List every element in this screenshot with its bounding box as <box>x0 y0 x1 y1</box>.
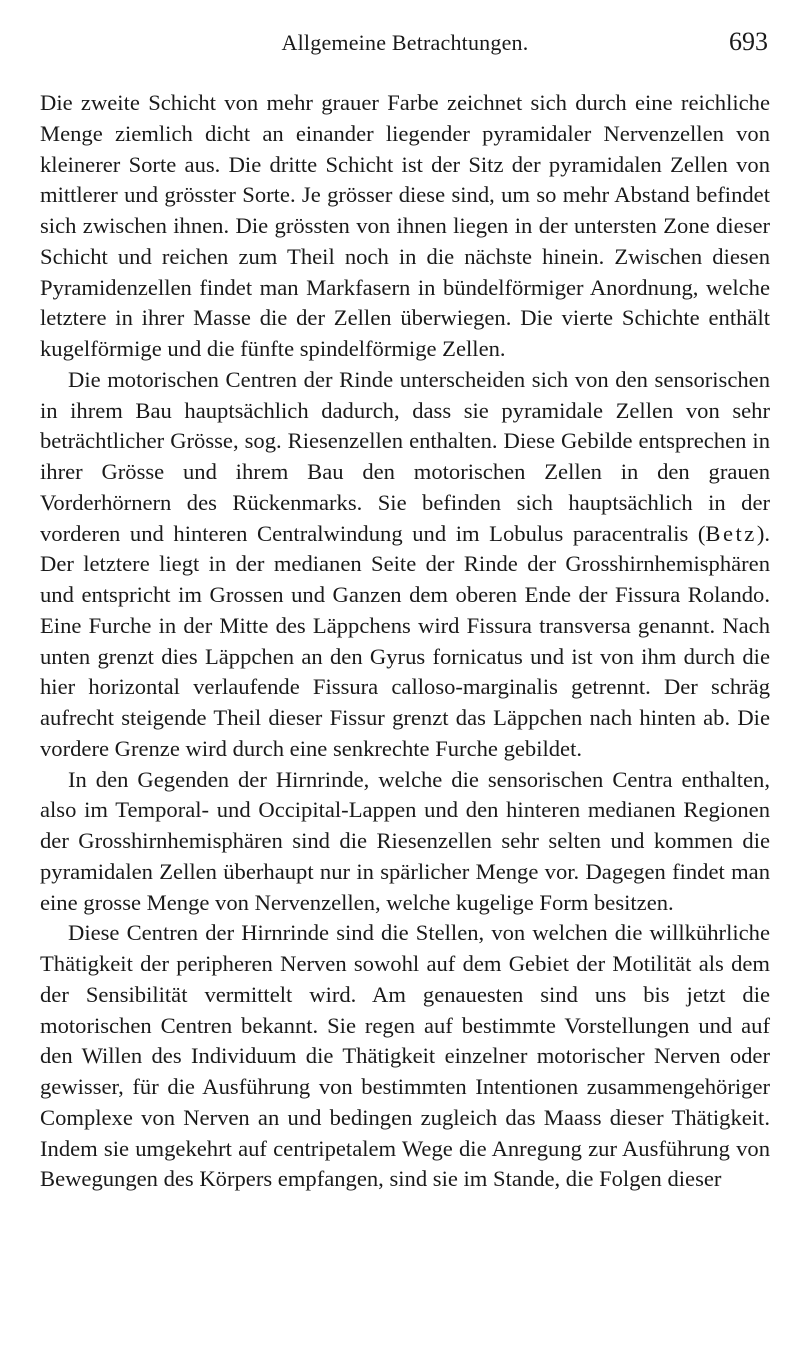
paragraph-3: In den Gegenden der Hirnrinde, welche die sensorischen Centra enthalten, also im Temporal- und Occipital-Lappen und den hinteren medianen Regionen der Grosshirnhemisphären sind die Riesenzellen sehr selten und kommen die pyramidalen Zellen überhaupt nur in spärlicher Menge vor. Dagegen findet man eine grosse Menge von Nervenzellen, welche kugelige Form besitzen. <box>40 766 770 915</box>
paragraph-2 <box>40 365 770 765</box>
page-number: 693 <box>729 27 768 56</box>
running-title: Allgemeine Betrachtungen. <box>281 30 529 55</box>
author-name: Betz <box>705 520 757 546</box>
paragraph-2-text-after: ). Der letztere liegt in der medianen Seite der Rinde der Grosshirnhemisphären und entspricht im Grossen und Ganzen dem oberen Ende der Fissura Rolando. Eine Furche in der Mitte des Läppchens wird Fissura transversa genannt. Nach unten grenzt dies Läppchen an den Gyrus fornicatus und ist von ihm durch die hier horizontal verlaufende Fissura calloso-marginalis getrennt. Der schräg aufrecht steigende Theil dieser Fissur grenzt das Läppchen nach hinten ab. Die vordere Grenze wird durch eine senkrechte Furche gebildet. <box>40 520 770 761</box>
paragraph-4: Diese Centren der Hirnrinde sind die Stellen, von welchen die willkührliche Thätigkeit der peripheren Nerven sowohl auf dem Gebiet der Motilität als dem der Sensibilität vermittelt wird. Am genauesten sind uns bis jetzt die motorischen Centren bekannt. Sie regen auf bestimmte Vorstellungen und auf den Willen des Individuum die Thätigkeit einzelner motorischer Nerven oder gewisser, für die Ausführung von bestimmten Intentionen zusammengehöriger Complexe von Nerven an und bedingen zugleich das Maass dieser Thätigkeit. Indem sie umgekehrt auf centripetalem Wege die Anregung zur Ausführung von Bewegungen des Körpers empfangen, sind sie im Stande, die Folgen dieser <box>40 920 770 1192</box>
paragraph-1: Die zweite Schicht von mehr grauer Farbe zeichnet sich durch eine reichliche Menge ziemlich dicht an einander liegender pyramidaler Nervenzellen von kleinerer Sorte aus. Die dritte Schicht ist der Sitz der pyramidalen Zellen von mittlerer und grösster Sorte. Je grösser diese sind, um so mehr Abstand befindet sich zwischen ihnen. Die grössten von ihnen liegen in der untersten Zone dieser Schicht und reichen zum Theil noch in die nächste hinein. Zwischen diesen Pyramidenzellen findet man Markfasern in bündelförmiger Anordnung, welche letztere in ihrer Masse die der Zellen überwiegen. Die vierte Schichte enthält kugelförmige und die fünfte spindelförmige Zellen. <box>40 90 770 361</box>
body-text <box>40 88 770 1195</box>
running-head <box>40 22 770 62</box>
paragraph-2-text-before: Die motorischen Centren der Rinde unterscheiden sich von den sensorischen in ihrem Bau hauptsächlich dadurch, dass sie pyramidale Zellen von sehr beträchtlicher Grösse, sog. Riesenzellen enthalten. Diese Gebilde entsprechen in ihrer Grösse und ihrem Bau den motorischen Zellen in den grauen Vorderhörnern des Rückenmarks. Sie befinden sich hauptsächlich in der vorderen und hinteren Centralwindung und im Lobulus paracentralis ( <box>40 366 770 546</box>
